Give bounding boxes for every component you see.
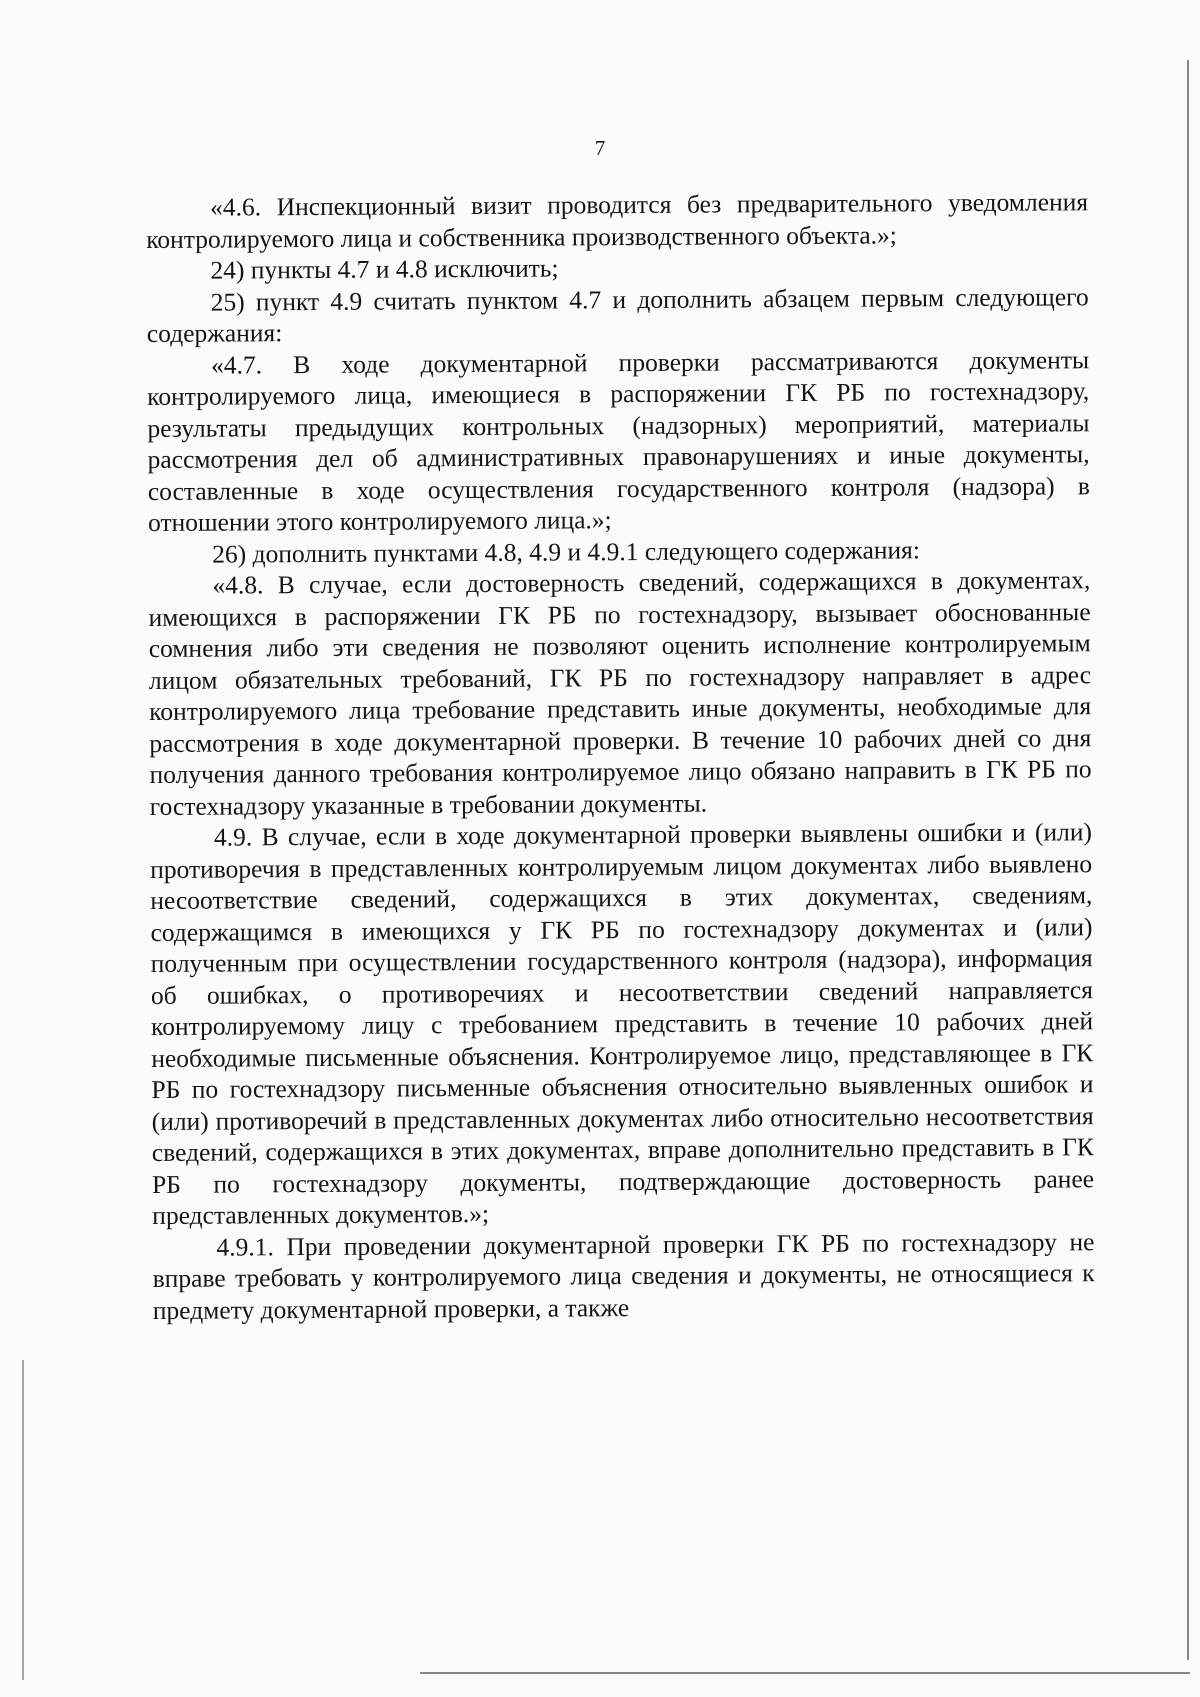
- paragraph-4-6: «4.6. Инспекционный визит проводится без предварительного уведомления контролируемого лица и собственника производственного объекта.»;: [146, 187, 1089, 254]
- paragraph-4-9: 4.9. В случае, если в ходе документарной проверки выявлены ошибки и (или) противоречия в представленных контролируемым лицом документах либо выявлено несоответствие сведений, содержащихся в этих документах, сведениям, содержащимся в имеющихся у ГК РБ по гостехнадзору документах и (или) полученным при осуществлении государственного контроля (надзора), информация об ошибках, о противоречиях и несоответствии сведений направляется контролируемому лицу с требованием представить в течение 10 рабочих дней необходимые письменные объяснения. Контролируемое лицо, представляющее в ГК РБ по гостехнадзору письменные объяснения относительно выявленных ошибок и (или) противоречий в представленных документах либо относительно несоответствия сведений, содержащихся в этих документах, вправе дополнительно представить в ГК РБ по гостехнадзору документы, подтверждающие достоверность ранее представленных документов.»;: [150, 817, 1095, 1230]
- paragraph-item-24: 24) пункты 4.7 и 4.8 исключить;: [210, 253, 559, 285]
- scan-border-bottom: [420, 1672, 1190, 1674]
- paragraph-item-26: 26) дополнить пунктами 4.8, 4.9 и 4.9.1 следующего содержания:: [212, 534, 921, 569]
- scan-border-right: [1187, 60, 1189, 1660]
- paragraph-4-8: «4.8. В случае, если достоверность сведений, содержащихся в документах, имеющихся в распоряжении ГК РБ по гостехнадзору, вызывает обоснованные сомнения либо эти сведения не позволяют оценить исполнение контролируемым лицом обязательных требований, ГК РБ по гостехнадзору направляет в адрес контролируемого лица требование представить иные документы, необходимые для рассмотрения в ходе документарной проверки. В течение 10 рабочих дней со дня получения данного требования контролируемое лицо обязано направить в ГК РБ по гостехнадзору указанные в требовании документы.: [148, 565, 1092, 821]
- paragraph-4-9-1: 4.9.1. При проведении документарной проверки ГК РБ по гостехнадзору не вправе требовать у контролируемого лица сведения и документы, не относящиеся к предмету документарной проверки, а также: [152, 1226, 1095, 1325]
- page-number: 7: [594, 136, 606, 160]
- paragraph-4-7: «4.7. В ходе документарной проверки рассматриваются документы контролируемого лица, имеющиеся в распоряжении ГК РБ по гостехнадзору, результаты предыдущих контрольных (надзорных) мероприятий, материалы рассмотрения дел об административных правонарушениях и иные документы, составленные в ходе осуществления государственного контроля (надзора) в отношении этого контролируемого лица.»;: [147, 344, 1090, 537]
- document-body: [146, 186, 1095, 1326]
- scan-border-left: [22, 1360, 24, 1680]
- paragraph-item-25: 25) пункт 4.9 считать пунктом 4.7 и дополнить абзацем первым следующего содержания:: [146, 281, 1089, 348]
